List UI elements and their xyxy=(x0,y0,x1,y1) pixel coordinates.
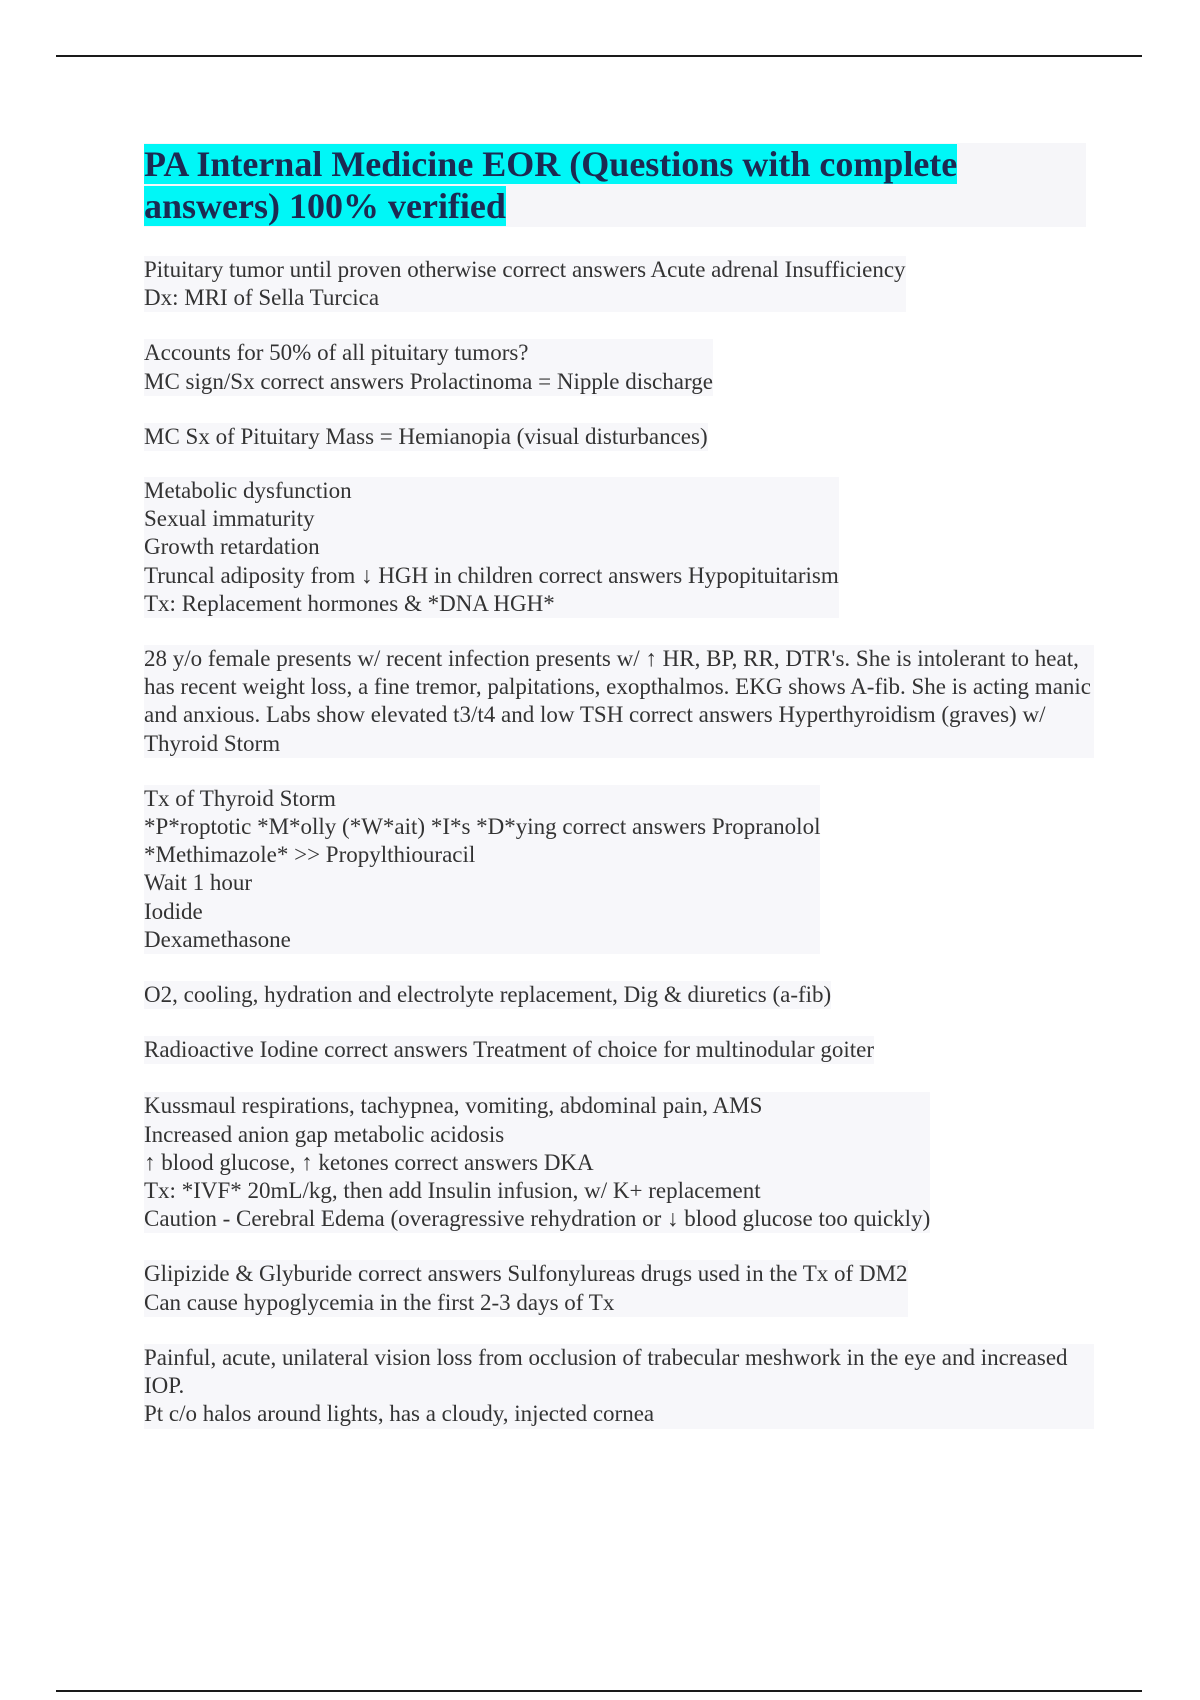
qa-block-10: Glipizide & Glyburide correct answers Sulfonylureas drugs used in the Tx of DM2 Can cause hypoglycemia in the first 2-3 days of Tx xyxy=(144,1260,908,1316)
qa-block-1: Pituitary tumor until proven otherwise correct answers Acute adrenal Insufficiency Dx: MRI of Sella Turcica xyxy=(144,256,906,312)
qa-block-6: Tx of Thyroid Storm *P*roptotic *M*olly (*W*ait) *I*s *D*ying correct answers Propranolol *Methimazole* >> Propylthiouracil Wait 1 hour Iodide Dexamethasone xyxy=(144,785,820,954)
document-title xyxy=(144,143,1086,227)
title-block xyxy=(144,143,1086,227)
qa-block-11: Painful, acute, unilateral vision loss from occlusion of trabecular meshwork in the eye and increased IOP. Pt c/o halos around lights, has a cloudy, injected cornea xyxy=(144,1344,1094,1429)
qa-block-5: 28 y/o female presents w/ recent infection presents w/ ↑ HR, BP, RR, DTR's. She is intolerant to heat, has recent weight loss, a fine tremor, palpitations, exopthalmos. EKG shows A-fib. She is acting manic and anxious. Labs show elevated t3/t4 and low TSH correct answers Hyperthyroidism (graves) w/ Thyroid Storm xyxy=(144,645,1094,758)
bottom-rule xyxy=(56,1690,1142,1692)
qa-block-4: Metabolic dysfunction Sexual immaturity Growth retardation Truncal adiposity from ↓ HGH in children correct answers Hypopituitarism Tx: Replacement hormones & *DNA HGH* xyxy=(144,477,839,618)
qa-block-9: Kussmaul respirations, tachypnea, vomiting, abdominal pain, AMS Increased anion gap metabolic acidosis ↑ blood glucose, ↑ ketones correct answers DKA Tx: *IVF* 20mL/kg, then add Insulin infusion, w/ K+ replacement Caution - Cerebral Edema (overagressive rehydration or ↓ blood glucose too quickly) xyxy=(144,1092,930,1233)
top-rule xyxy=(56,55,1142,57)
qa-block-2: Accounts for 50% of all pituitary tumors? MC sign/Sx correct answers Prolactinoma = Nipple discharge xyxy=(144,339,713,395)
qa-block-8: Radioactive Iodine correct answers Treatment of choice for multinodular goiter xyxy=(144,1036,874,1064)
document-body xyxy=(144,256,1097,1429)
qa-block-7: O2, cooling, hydration and electrolyte replacement, Dig & diuretics (a-fib) xyxy=(144,981,831,1009)
qa-block-3: MC Sx of Pituitary Mass = Hemianopia (visual disturbances) xyxy=(144,423,708,451)
title-highlight: PA Internal Medicine EOR (Questions with complete answers) 100% verified xyxy=(144,144,958,226)
